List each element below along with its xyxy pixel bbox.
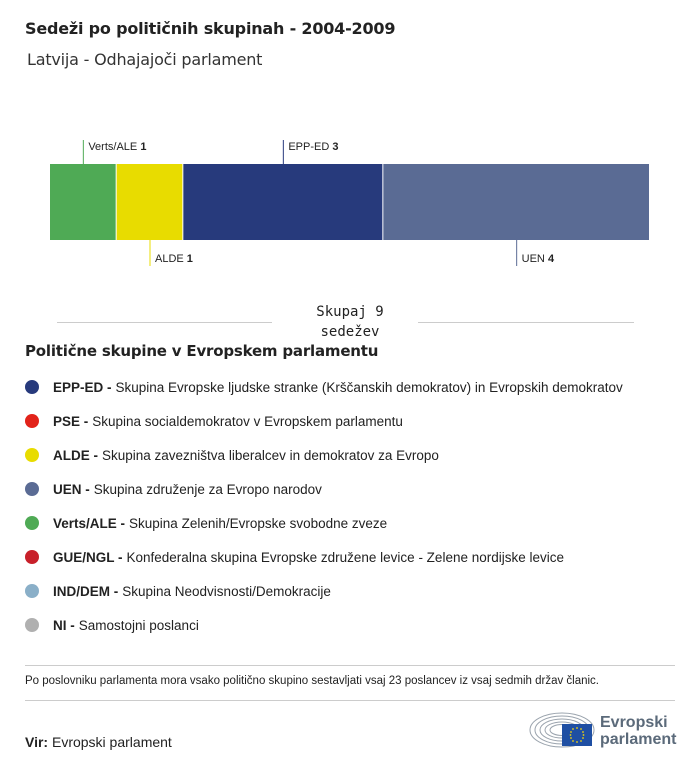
logo-line-1: Evropski [600,714,668,731]
legend-abbr: PSE - [53,413,89,429]
legend-desc: Skupina zavezništva liberalcev in demokratov za Evropo [102,447,439,463]
source [25,734,172,750]
legend-abbr: GUE/NGL - [53,549,123,565]
logo-text [600,714,676,748]
legend-dot-icon [25,584,39,598]
legend-abbr: ALDE - [53,447,98,463]
bar-label: EPP-ED 3 [288,141,339,153]
legend-desc: Skupina združenje za Evropo narodov [93,481,322,497]
european-parliament-logo [528,708,688,752]
footer-divider-bottom [25,700,675,701]
legend [25,370,685,642]
bar-label: Verts/ALE 1 [88,141,147,153]
legend-dot-icon [25,618,39,632]
bar-segment-epp-ed [183,164,382,240]
chart-subtitle: Latvija - Odhajajoči parlament [27,50,263,69]
legend-item [25,404,685,438]
legend-abbr: IND/DEM - [53,583,119,599]
hemicycle-flag-icon [528,708,598,752]
legend-item [25,608,685,642]
legend-dot-icon [25,550,39,564]
total-divider-right [418,322,634,323]
footnote: Po poslovniku parlamenta mora vsako politično skupino sestavljati vsaj 23 poslancev iz vsaj sedmih držav članic. [25,675,600,687]
total-divider-left [57,322,272,323]
total-line-1: Skupaj 9 [316,304,384,320]
logo-line-2: parlament [600,731,677,748]
legend-item [25,370,685,404]
legend-item [25,438,685,472]
legend-abbr: UEN - [53,481,90,497]
stacked-bar-chart [0,130,700,280]
total-seats [280,302,420,342]
source-label: Vir: [25,734,49,750]
bar-segment-alde [117,164,183,240]
legend-title: Politične skupine v Evropskem parlamentu [25,342,379,360]
legend-desc: Skupina Zelenih/Evropske svobodne zveze [129,515,388,531]
footer-divider-top [25,665,675,666]
legend-desc: Skupina Evropske ljudske stranke (Krščanskih demokratov) in Evropskih demokratov [115,379,623,395]
legend-dot-icon [25,414,39,428]
bar-label: UEN 4 [521,253,555,265]
legend-desc: Skupina socialdemokratov v Evropskem parlamentu [92,413,403,429]
legend-dot-icon [25,448,39,462]
bar-label: ALDE 1 [155,253,193,265]
legend-item [25,540,685,574]
legend-item [25,506,685,540]
chart-title: Sedeži po političnih skupinah - 2004-2009 [25,19,396,38]
bar-segment-uen [383,164,649,240]
legend-dot-icon [25,482,39,496]
source-value: Evropski parlament [51,734,172,750]
legend-abbr: EPP-ED - [53,379,112,395]
legend-desc: Skupina Neodvisnosti/Demokracije [122,583,331,599]
legend-abbr: Verts/ALE - [53,515,126,531]
legend-item [25,574,685,608]
legend-abbr: NI - [53,617,75,633]
bar-segment-verts-ale [50,164,116,240]
legend-dot-icon [25,516,39,530]
total-line-2: sedežev [320,324,380,340]
legend-dot-icon [25,380,39,394]
legend-desc: Samostojni poslanci [78,617,199,633]
legend-desc: Konfederalna skupina Evropske združene levice - Zelene nordijske levice [126,549,565,565]
legend-item [25,472,685,506]
